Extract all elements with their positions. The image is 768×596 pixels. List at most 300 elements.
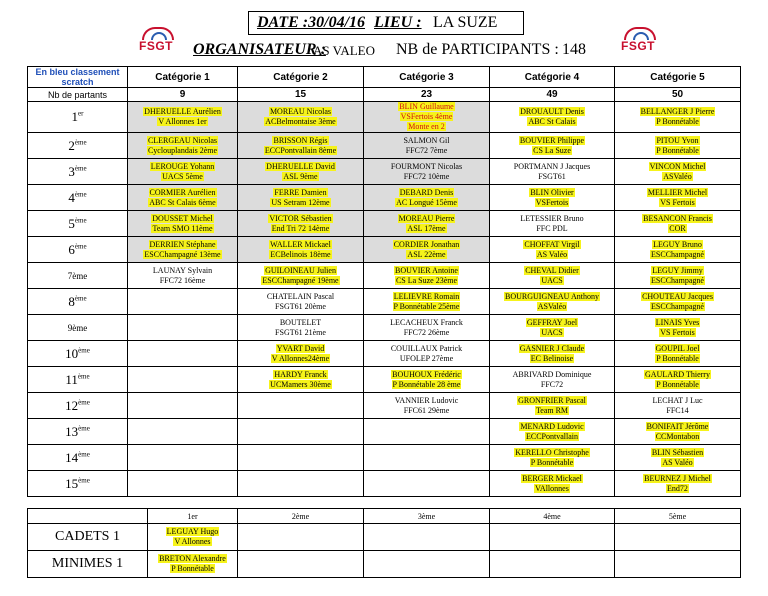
rank-number: 3 — [68, 163, 75, 179]
rank-cell — [28, 159, 128, 185]
category-header: Catégorie 4 — [490, 67, 615, 88]
rider-club: CS La Suze 23ème — [395, 275, 458, 285]
rank-suffix: ème — [78, 398, 90, 407]
empty-cell — [238, 419, 364, 445]
rider-cell — [615, 471, 741, 497]
nb-partants-value: 50 — [615, 88, 741, 102]
rider-cell — [490, 419, 615, 445]
rider-cell — [490, 159, 615, 185]
rank-cell — [28, 445, 128, 471]
nb-partants-value: 9 — [128, 88, 238, 102]
rider-name: BEURNEZ J Michel — [644, 473, 711, 483]
rank-cell — [28, 263, 128, 289]
scratch-note: En bleu classement scratch — [28, 67, 128, 88]
rank-number: 10 — [65, 345, 79, 361]
result-row — [28, 102, 741, 133]
rider-name: SALMON Gil — [403, 135, 450, 145]
rider-club: Team RM — [535, 405, 569, 415]
rider-club: FSGT61 — [538, 171, 566, 181]
empty-cell — [238, 551, 364, 578]
rider-cell — [364, 159, 490, 185]
rider-club: End72 — [667, 483, 688, 493]
rider-club: ECCPontvallain — [526, 431, 578, 441]
rank-cell — [28, 102, 128, 133]
rider-name: GRONFRIER Pascal — [518, 395, 586, 405]
participants-label: NB de PARTICIPANTS : — [396, 41, 559, 58]
empty-cell — [615, 551, 741, 578]
rank-number: 4 — [68, 189, 75, 205]
rider-club: ABC St Calais — [528, 117, 576, 126]
youth-rank-header: 4ème — [490, 509, 615, 524]
result-row — [28, 471, 741, 497]
rider-cell — [615, 315, 741, 341]
rider-cell — [238, 102, 364, 133]
rider-name: BERGER Mickael — [522, 473, 582, 483]
rider-club: P Bonnétable — [656, 117, 699, 126]
rider-cell — [238, 341, 364, 367]
rider-club: P Bonnétable — [656, 145, 699, 155]
rider-cell — [364, 211, 490, 237]
rider-club: FFC PDL — [536, 223, 568, 233]
rider-name: LECHAT J Luc — [652, 395, 703, 405]
youth-table — [27, 508, 741, 578]
nb-partants-value: 23 — [364, 88, 490, 102]
results-body — [28, 102, 741, 497]
rider-club: UCMamers 30ème — [270, 379, 331, 389]
rider-club: FFC72 26ème — [403, 327, 450, 337]
rider-name: BRISSON Régis — [273, 135, 328, 145]
rider-name: LELIEVRE Romain — [393, 291, 460, 301]
rider-name: WALLER Mickael — [270, 239, 331, 249]
rider-cell — [128, 211, 238, 237]
rider-club: ESCChampagné 13ème — [144, 249, 221, 259]
youth-header-row — [28, 509, 741, 524]
rider-name: LEGUY Bruno — [653, 239, 702, 249]
rider-cell — [364, 133, 490, 159]
rider-cell — [238, 159, 364, 185]
partants-row — [28, 88, 741, 102]
rider-club: AS Valéo — [536, 249, 568, 259]
rider-name: BONIFAIT Jérôme — [646, 421, 709, 431]
rider-cell — [128, 159, 238, 185]
rider-club: ASValéo — [537, 301, 567, 311]
result-row — [28, 315, 741, 341]
rank-suffix: ème — [74, 138, 87, 147]
participants-value: 148 — [562, 41, 586, 58]
rider-name: LEROUGE Yohann — [150, 161, 215, 171]
rider-club: P Bonnétable — [656, 353, 699, 363]
rider-club: FFC72 7ème — [405, 145, 448, 155]
rider-club: VAllonnes — [535, 483, 569, 493]
rider-club: COR — [669, 223, 686, 233]
category-header-row — [28, 67, 741, 88]
rider-club: ESCChampagné — [651, 301, 704, 311]
empty-cell — [490, 551, 615, 578]
rank-number: 1 — [71, 109, 79, 124]
lieu-value: LA SUZE — [433, 14, 498, 31]
fsgt-logo-text: FSGT — [621, 39, 655, 53]
rider-club: V Allonnes — [174, 537, 211, 546]
rider-name: BOURGUIGNEAU Anthony — [505, 291, 599, 301]
empty-cell — [364, 524, 490, 551]
result-row — [28, 237, 741, 263]
youth-winner-cell — [148, 524, 238, 551]
rider-name: DOUSSET Michel — [152, 213, 213, 223]
rider-cell — [615, 133, 741, 159]
youth-row-cadets — [28, 524, 741, 551]
rider-name: LETESSIER Bruno — [520, 213, 584, 223]
rider-cell — [615, 341, 741, 367]
rider-club: CCMontabon — [655, 431, 700, 441]
rider-cell — [490, 263, 615, 289]
rider-cell — [128, 237, 238, 263]
rider-cell — [490, 445, 615, 471]
rider-cell — [238, 133, 364, 159]
rider-club: ESCChampagné — [651, 249, 704, 259]
rider-club: FFC61 29ème — [403, 405, 450, 415]
rider-cell — [364, 289, 490, 315]
rider-club: V Allonnes24ème — [271, 353, 330, 363]
empty-cell — [128, 341, 238, 367]
rider-name: LAUNAY Sylvain — [152, 265, 213, 275]
rider-cell — [364, 263, 490, 289]
rider-name: LEGUY Jimmy — [652, 265, 703, 275]
rider-cell — [615, 367, 741, 393]
rider-cell — [128, 263, 238, 289]
rider-name: COUILLAUX Patrick — [390, 343, 463, 353]
rank-cell — [28, 133, 128, 159]
rider-name: MENARD Ludovic — [520, 421, 584, 431]
rider-cell — [615, 102, 741, 133]
youth-header-empty — [28, 509, 148, 524]
result-row — [28, 341, 741, 367]
rider-name: BLIN Olivier — [530, 187, 574, 197]
empty-cell — [238, 393, 364, 419]
category-header: Catégorie 1 — [128, 67, 238, 88]
category-header: Catégorie 2 — [238, 67, 364, 88]
empty-cell — [238, 524, 364, 551]
lieu-label: LIEU : — [374, 14, 422, 31]
empty-cell — [128, 419, 238, 445]
rider-name: HARDY Franck — [274, 369, 327, 379]
rider-note: Monte en 2 — [408, 122, 445, 131]
rider-name: LINAIS Yves — [655, 317, 700, 327]
rider-name: GASNIER J Claude — [519, 343, 585, 353]
fsgt-logo-text: FSGT — [139, 39, 173, 53]
rider-cell — [615, 185, 741, 211]
title-box — [248, 11, 524, 35]
empty-cell — [364, 419, 490, 445]
rider-club: ASL 9ème — [283, 171, 318, 181]
rider-name: CORDIER Jonathan — [393, 239, 460, 249]
rider-cell — [364, 315, 490, 341]
result-row — [28, 445, 741, 471]
rider-cell — [615, 445, 741, 471]
rider-name: BOUVIER Philippe — [519, 135, 585, 145]
date-label: DATE :30/04/16 — [257, 14, 366, 31]
empty-cell — [128, 315, 238, 341]
rider-club: UACS — [541, 327, 563, 337]
rider-name: VICTOR Sébastien — [269, 213, 332, 223]
fsgt-logo-left — [138, 27, 174, 55]
youth-label: CADETS 1 — [28, 524, 148, 551]
rider-cell — [490, 185, 615, 211]
rank-number: 11 — [65, 371, 78, 387]
rider-cell — [238, 185, 364, 211]
rider-club: End Tri 72 14ème — [271, 223, 330, 233]
rider-cell — [128, 185, 238, 211]
category-header: Catégorie 3 — [364, 67, 490, 88]
rider-name: MOREAU Nicolas — [269, 107, 332, 116]
result-row — [28, 393, 741, 419]
rider-club: P Bonnétable — [530, 457, 574, 467]
rider-club: FFC72 16ème — [159, 275, 206, 285]
rider-name: DROUAULT Denis — [520, 107, 584, 116]
rider-name: BESANCON Francis — [643, 213, 712, 223]
rider-name: VINCON Michel — [649, 161, 706, 171]
nb-partants-value: 49 — [490, 88, 615, 102]
rider-cell — [615, 159, 741, 185]
rider-club: UACS 5ème — [162, 171, 203, 181]
rider-club: AS Valéo — [662, 457, 693, 467]
rider-cell — [615, 237, 741, 263]
youth-label: MINIMES 1 — [28, 551, 148, 578]
rider-cell — [128, 102, 238, 133]
rank-number: 13 — [65, 423, 79, 439]
empty-cell — [364, 471, 490, 497]
rank-cell — [28, 367, 128, 393]
rider-cell — [364, 102, 490, 133]
rider-cell — [490, 211, 615, 237]
rider-cell — [364, 185, 490, 211]
rider-club: VS Fertois — [660, 197, 695, 207]
rider-club: ASL 22ème — [407, 249, 446, 259]
empty-cell — [238, 471, 364, 497]
rider-name: CHOFFAT Virgil — [524, 239, 580, 249]
rider-name: MELLIER Michel — [647, 187, 708, 197]
rank-cell — [28, 211, 128, 237]
rider-name: BOUVIER Antoine — [395, 265, 458, 275]
empty-cell — [238, 445, 364, 471]
rank-suffix: ème — [78, 450, 90, 459]
rider-name: BRETON Alexandre — [159, 554, 226, 563]
rider-cell — [238, 237, 364, 263]
rank-number: 12 — [65, 397, 79, 413]
rider-name: GEFFRAY Joel — [526, 317, 578, 327]
rank-number: 8 — [68, 293, 75, 309]
empty-cell — [128, 445, 238, 471]
rider-cell — [238, 367, 364, 393]
rider-cell — [364, 341, 490, 367]
rider-name: DEBARD Denis — [399, 187, 454, 197]
rider-club: Cyclouplandais 2ème — [147, 145, 218, 155]
rider-name: GAULARD Thierry — [645, 369, 710, 379]
rider-club: ABC St Calais 6ème — [149, 197, 216, 207]
rider-cell — [615, 263, 741, 289]
nb-partants-label: Nb de partants — [28, 88, 128, 102]
rank-suffix: ème — [78, 424, 90, 433]
rider-name: CHEVAL Didier — [525, 265, 579, 275]
rider-name: BOUTELET — [279, 317, 322, 327]
rider-club: AC Longué 15ème — [396, 197, 457, 207]
rider-name: BELLANGER J Pierre — [640, 107, 715, 116]
rider-club: FFC72 — [540, 379, 564, 389]
rider-name: DHERUELLE David — [266, 161, 335, 171]
rank-suffix: ème — [78, 476, 90, 485]
rider-name: BLIN Sébastien — [651, 447, 704, 457]
rider-name: MOREAU Pierre — [398, 213, 455, 223]
rider-name: DERRIEN Stéphane — [149, 239, 216, 249]
rider-cell — [364, 367, 490, 393]
empty-cell — [490, 524, 615, 551]
rider-club: P Bonnétable 28 ème — [392, 379, 461, 389]
rider-club: P Bonnétable — [656, 379, 699, 389]
result-row — [28, 289, 741, 315]
empty-cell — [128, 393, 238, 419]
rider-club: ECBelinois 18ème — [270, 249, 331, 259]
youth-rank-header: 3ème — [364, 509, 490, 524]
rider-name: FERRE Damien — [274, 187, 327, 197]
rider-name: KERELLO Christophe — [515, 447, 589, 457]
result-row — [28, 133, 741, 159]
rank-cell — [28, 341, 128, 367]
rank-cell — [28, 237, 128, 263]
rider-name: PORTMANN J Jacques — [513, 161, 591, 171]
rank-cell — [28, 315, 128, 341]
rank-cell — [28, 471, 128, 497]
rank-number: 2 — [68, 137, 75, 153]
rider-cell — [490, 393, 615, 419]
rider-club: EC Belinoise — [530, 353, 574, 363]
rider-cell — [490, 471, 615, 497]
rider-cell — [615, 393, 741, 419]
nb-partants-value: 15 — [238, 88, 364, 102]
rider-club: ASValéo — [663, 171, 692, 181]
rank-cell — [28, 393, 128, 419]
rider-club: ACBelmontaise 3ème — [265, 117, 336, 126]
rider-name: VANNIER Ludovic — [394, 395, 459, 405]
rider-cell — [238, 315, 364, 341]
youth-rank-header: 1er — [148, 509, 238, 524]
youth-rank-header: 5ème — [615, 509, 741, 524]
rider-name: LECACHEUX Franck — [390, 317, 463, 327]
rider-club: VSFertois — [535, 197, 569, 207]
rider-club: CS La Suze — [533, 145, 571, 155]
rider-name: DHERUELLE Aurélien — [144, 107, 221, 116]
rank-number: 5 — [68, 215, 75, 231]
rider-cell — [238, 263, 364, 289]
rider-club: US Setram 12ème — [271, 197, 330, 207]
rider-name: YVART David — [276, 343, 325, 353]
category-header: Catégorie 5 — [615, 67, 741, 88]
rank-suffix: ème — [78, 346, 90, 355]
organisateur-value: AS VALEO — [313, 43, 376, 58]
rider-name: ABRIVARD Dominique — [512, 369, 592, 379]
rank-number: 15 — [65, 475, 79, 491]
rider-cell — [238, 211, 364, 237]
rank-number: 7ème — [67, 270, 88, 281]
empty-cell — [615, 524, 741, 551]
rank-suffix: ème — [77, 372, 90, 381]
rider-club: UFOLEP 27ème — [399, 353, 454, 363]
rider-name: BOUHOUX Frédéric — [392, 369, 461, 379]
rider-name: CHOUTEAU Jacques — [642, 291, 713, 301]
rank-suffix: ème — [74, 190, 87, 199]
rider-name: CORMIER Aurélien — [149, 187, 216, 197]
result-row — [28, 159, 741, 185]
rider-club: P Bonnétable 25ème — [393, 301, 460, 311]
rank-suffix: ème — [74, 216, 87, 225]
rider-club: V Allonnes 1er — [158, 117, 207, 126]
rider-club: VSFertois 4ème — [400, 112, 453, 121]
empty-cell — [364, 551, 490, 578]
rider-cell — [238, 289, 364, 315]
rank-suffix: ème — [74, 164, 87, 173]
rider-name: PITOU Yvon — [656, 135, 699, 145]
rank-suffix: er — [78, 109, 84, 118]
youth-row-minimes — [28, 551, 741, 578]
rank-suffix: ème — [74, 242, 87, 251]
rider-cell — [364, 237, 490, 263]
rank-cell — [28, 289, 128, 315]
rider-cell — [615, 211, 741, 237]
results-table — [27, 66, 741, 497]
rider-club: Team SMO 11ème — [152, 223, 213, 233]
rider-club: ESCChampagné — [651, 275, 704, 285]
rider-club: ESCChampagné 19ème — [262, 275, 339, 285]
rank-cell — [28, 419, 128, 445]
rider-cell — [615, 289, 741, 315]
fsgt-logo-right — [620, 27, 656, 55]
youth-winner-cell — [148, 551, 238, 578]
rider-cell — [615, 419, 741, 445]
result-row — [28, 185, 741, 211]
result-row — [28, 419, 741, 445]
rider-club: ASL 17ème — [407, 223, 446, 233]
rider-club: VS Fertois — [660, 327, 695, 337]
rider-club: ECCPontvallain 8ème — [264, 145, 337, 155]
organisateur-label: ORGANISATEUR : — [193, 41, 326, 58]
rider-club: FFC72 10ème — [403, 171, 450, 181]
rider-name: BLIN Guillaume — [399, 102, 454, 111]
rider-cell — [490, 237, 615, 263]
rider-club: FFC14 — [666, 405, 689, 415]
rank-number: 9ème — [67, 322, 88, 333]
empty-cell — [128, 471, 238, 497]
result-row — [28, 211, 741, 237]
rider-name: CHATELAIN Pascal — [266, 291, 335, 301]
rank-suffix: ème — [74, 294, 87, 303]
result-row — [28, 263, 741, 289]
empty-cell — [128, 367, 238, 393]
rider-cell — [490, 289, 615, 315]
rank-number: 14 — [65, 449, 79, 465]
rider-club: FSGT61 20ème — [275, 301, 326, 311]
empty-cell — [128, 289, 238, 315]
rider-club: UACS — [541, 275, 563, 285]
rider-cell — [490, 341, 615, 367]
rank-number: 6 — [68, 241, 75, 257]
rider-cell — [490, 315, 615, 341]
rider-cell — [490, 367, 615, 393]
rider-cell — [364, 393, 490, 419]
rider-cell — [490, 102, 615, 133]
rider-name: CLERGEAU Nicolas — [147, 135, 218, 145]
rider-name: FOURMONT Nicolas — [390, 161, 463, 171]
rider-name: LEGUAY Hugo — [166, 527, 219, 536]
rider-name: GOUPIL Joel — [655, 343, 700, 353]
result-row — [28, 367, 741, 393]
